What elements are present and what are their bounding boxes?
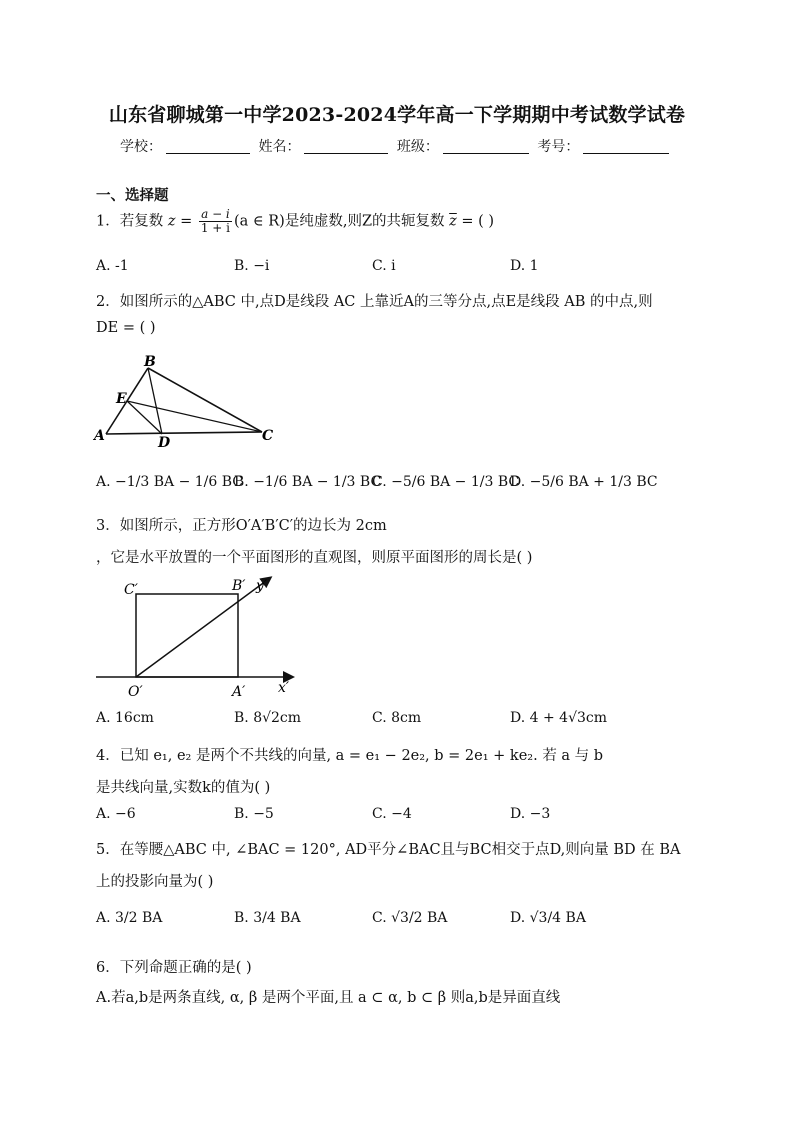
question-4-line2: 是共线向量,实数k的值为( ) xyxy=(96,780,271,796)
label-a-prime: A′ xyxy=(232,684,246,700)
label-b-prime: B′ xyxy=(232,578,246,594)
name-label: 姓名： xyxy=(258,139,301,155)
question-2-line2: DE = ( ) xyxy=(96,320,156,336)
page-title: 山东省聊城第一中学2023-2024学年高一下学期期中考试数学试卷 xyxy=(108,104,686,126)
q5-option-c[interactable]: C. √3/2 BA xyxy=(372,910,448,926)
q1-frac-num: a − i xyxy=(199,208,232,222)
question-3-line1: 3．如图所示，正方形O′A′B′C′的边长为 2cm xyxy=(96,518,387,534)
q4-option-b[interactable]: B. −5 xyxy=(234,806,274,822)
q1-frac-den: 1 + i xyxy=(200,221,231,235)
q1-zbar: $\overline{z}$ xyxy=(449,213,457,230)
question-3-line2: ，它是水平放置的一个平面图形的直观图，则原平面图形的周长是( ) xyxy=(96,550,533,566)
q1-suffix: = ( ) xyxy=(456,213,495,230)
q1-option-b[interactable]: B. −i xyxy=(234,258,270,274)
q3-option-d[interactable]: D. 4 + 4√3cm xyxy=(510,710,608,726)
triangle-abc-figure xyxy=(92,352,282,452)
student-info-row xyxy=(120,136,673,156)
q5-option-b[interactable]: B. 3/4 BA xyxy=(234,910,301,926)
label-o-prime: O′ xyxy=(128,684,143,700)
label-b: B xyxy=(144,354,156,370)
q1-prefix: 1．若复数 xyxy=(96,213,164,230)
name-blank[interactable] xyxy=(304,139,388,154)
q4-option-a[interactable]: A. −6 xyxy=(96,806,136,822)
label-c: C xyxy=(262,428,274,444)
q2-option-c[interactable]: C. −5/6 BA − 1/3 BC xyxy=(372,474,520,490)
square-oblique-figure xyxy=(94,572,304,702)
q5-option-a[interactable]: A. 3/2 BA xyxy=(96,910,163,926)
question-5-line2: 上的投影向量为( ) xyxy=(96,874,214,890)
section-heading: 一、选择题 xyxy=(96,187,169,204)
q1-option-d[interactable]: D. 1 xyxy=(510,258,539,274)
label-e: E xyxy=(116,391,127,407)
q5-option-d[interactable]: D. √3/4 BA xyxy=(510,910,586,926)
q3-option-c[interactable]: C. 8cm xyxy=(372,710,422,726)
label-d: D xyxy=(158,435,171,451)
question-5-line1: 5．在等腰△ABC 中, ∠BAC = 120°, AD平分∠BAC且与BC相交于点D,则向量 BD 在 BA xyxy=(96,842,681,858)
q4-option-d[interactable]: D. −3 xyxy=(510,806,551,822)
class-label: 班级： xyxy=(396,139,439,155)
label-a: A xyxy=(94,428,105,444)
question-1: 1．若复数 z = $\frac{a - i}{1 + i}$ (a ∈ R)是纯虚数,则Z的共轭复数 $\overline{z}$ = ( ) xyxy=(96,207,495,235)
school-label: 学校： xyxy=(120,139,162,155)
label-x-prime: x′ xyxy=(278,680,290,696)
q4-option-c[interactable]: C. −4 xyxy=(372,806,412,822)
q2-option-d[interactable]: D. −5/6 BA + 1/3 BC xyxy=(510,474,658,490)
q2-option-a[interactable]: A. −1/3 BA − 1/6 BC xyxy=(96,474,243,490)
number-label: 考号： xyxy=(537,139,580,155)
question-2-line1: 2．如图所示的△ABC 中,点D是线段 AC 上靠近A的三等分点,点E是线段 AB 的中点,则 xyxy=(96,294,653,310)
label-y-prime: y′ xyxy=(256,578,268,594)
q2-option-b[interactable]: B. −1/6 BA − 1/3 BC xyxy=(234,474,382,490)
question-6-line1: 6．下列命题正确的是( ) xyxy=(96,960,252,976)
q3-option-b[interactable]: B. 8√2cm xyxy=(234,710,302,726)
question-6-option-a[interactable]: A.若a,b是两条直线, α, β 是两个平面,且 a ⊂ α, b ⊂ β 则a,b是异面直线 xyxy=(96,990,561,1006)
q1-option-a[interactable]: A. -1 xyxy=(96,258,129,274)
question-4-line1: 4．已知 e₁, e₂ 是两个不共线的向量, a = e₁ − 2e₂, b = 2e₁ + ke₂. 若 a 与 b xyxy=(96,748,604,764)
q1-fraction xyxy=(199,208,232,235)
label-c-prime: C′ xyxy=(124,582,138,598)
q1-mid: (a ∈ R)是纯虚数,则Z的共轭复数 xyxy=(234,213,445,230)
class-blank[interactable] xyxy=(443,139,529,154)
number-blank[interactable] xyxy=(583,139,669,154)
school-blank[interactable] xyxy=(166,139,250,154)
q3-option-a[interactable]: A. 16cm xyxy=(96,710,154,726)
q1-option-c[interactable]: C. i xyxy=(372,258,396,274)
